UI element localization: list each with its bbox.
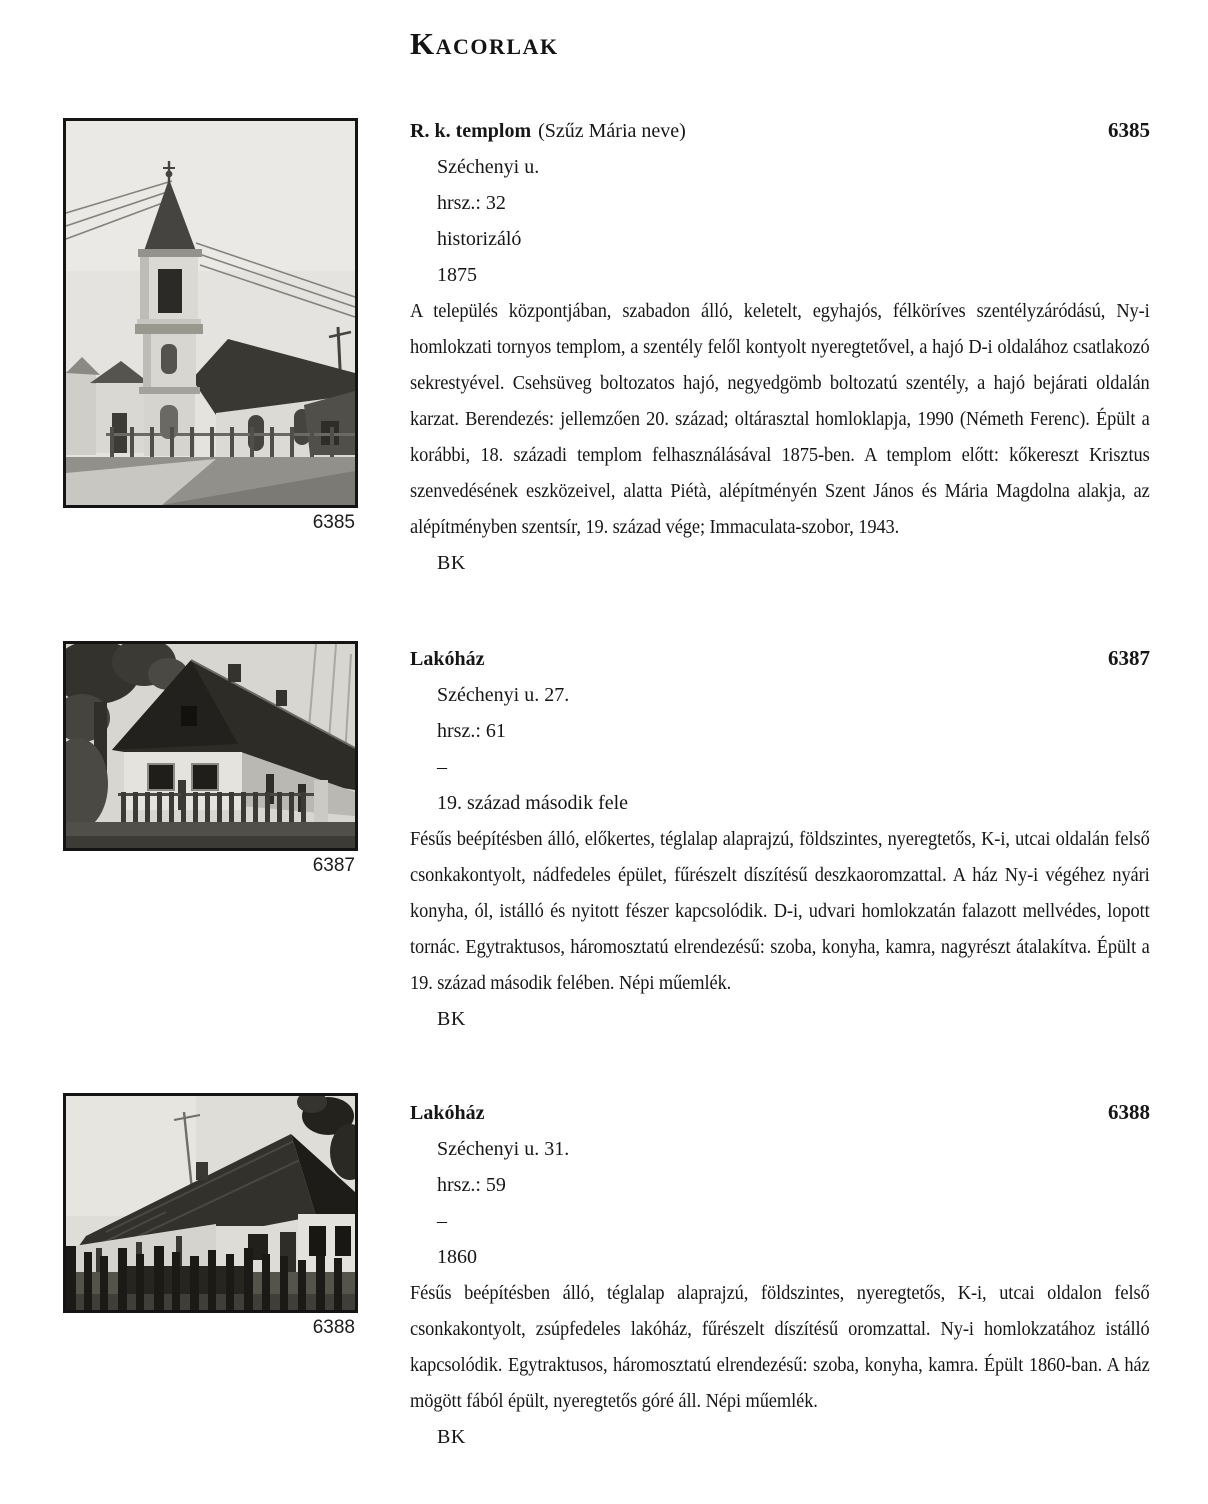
entry-number: 6385	[1108, 118, 1150, 142]
entry-description: Fésűs beépítésben álló, téglalap alaprajzú, földszintes, nyeregtetős, K-i, utcai oldalon felső csonkakontyolt, zsúpfedeles lakóház, fűrészelt díszítésű oromzattal. Ny-i homlokzatához istálló kapcsolódik. Egytraktusos, háromosztatú elrendezésű: szoba, konyha, kamra. Épült 1860-ban. A ház mögött fából épült, nyeregtetős góré áll. Népi műemlék.	[410, 1282, 1150, 1412]
entry-name-note: (Szűz Mária neve)	[538, 120, 686, 142]
photo-figure-6388	[63, 1093, 358, 1339]
entry-name: R. k. templom	[410, 120, 532, 142]
entry-title	[410, 113, 686, 149]
ground	[66, 822, 355, 848]
entry-author-initials: BK	[437, 1008, 466, 1030]
entry-author-initials: BK	[437, 1426, 466, 1448]
page-title: Kacorlak	[410, 26, 559, 61]
entry-heading-row	[410, 640, 1150, 677]
photo-caption: 6388	[312, 1317, 355, 1338]
entry-description: Fésűs beépítésben álló, előkertes, téglalap alaprajzú, földszintes, nyeregtetős, K-i, utcai oldalán felső csonkakontyolt, nádfedeles épület, fűrészelt díszítésű deszkaoromzattal. A ház Ny-i végéhez nyári konyha, ól, istálló és nyitott fészer kapcsolódik. D-i, udvari homlokzatán falazott mellvédes, lopott tornác. Egytraktusos, háromosztatú elrendezésű: szoba, konyha, kamra, nagyrészt átalakítva. Épült a 19. század második felében. Népi műemlék.	[410, 828, 1150, 994]
entry-6387	[410, 640, 1150, 1037]
entry-parcel-number: hrsz.: 59	[437, 1174, 506, 1196]
entry-6388	[410, 1094, 1150, 1455]
entry-date: 1860	[437, 1246, 477, 1268]
house-photo-6388	[63, 1093, 358, 1313]
church-photo-image	[66, 121, 355, 505]
photo-caption: 6385	[312, 512, 355, 533]
entry-number: 6387	[1108, 646, 1150, 670]
entry-style: historizáló	[437, 228, 522, 250]
entry-date: 19. század második fele	[437, 792, 629, 814]
entry-title	[410, 1095, 491, 1131]
entry-parcel-number: hrsz.: 61	[437, 720, 506, 742]
entry-name: Lakóház	[410, 1102, 485, 1124]
entry-style: –	[437, 756, 447, 778]
entry-author-initials: BK	[437, 552, 466, 574]
entry-style: –	[437, 1210, 447, 1232]
entry-number: 6388	[1108, 1100, 1150, 1124]
entry-heading-row	[410, 112, 1150, 149]
ground	[66, 457, 355, 505]
entry-address: Széchenyi u. 31.	[437, 1138, 570, 1160]
entry-address: Széchenyi u.	[437, 156, 540, 178]
house-photo-image	[66, 1096, 355, 1310]
entry-6385	[410, 112, 1150, 581]
entry-address: Széchenyi u. 27.	[437, 684, 570, 706]
left-building	[66, 357, 100, 455]
house-photo-6387	[63, 641, 358, 851]
entry-title	[410, 641, 491, 677]
church-photo	[63, 118, 358, 508]
entry-name: Lakóház	[410, 648, 485, 670]
entry-parcel-number: hrsz.: 32	[437, 192, 506, 214]
house-photo-image	[66, 644, 355, 848]
photo-figure-6385	[63, 118, 358, 534]
entry-date: 1875	[437, 264, 477, 286]
entry-heading-row	[410, 1094, 1150, 1131]
photo-caption: 6387	[312, 855, 355, 876]
entry-description: A település központjában, szabadon álló, keletelt, egyhajós, félköríves szentélyzáródású, Ny-i homlokzati tornyos templom, a szentély felől kontyolt nyeregtetővel, a hajó D-i oldalához csatlakozó sekrestyével. Csehsüveg boltozatos hajó, negyedgömb boltozatú szentély, a hajó bejárati oldalán karzat. Berendezés: jellemzően 20. század; oltárasztal homloklapja, 1990 (Németh Ferenc). Épült a korábbi, 18. századi templom felhasználásával 1875-ben. A templom előtt: kőkereszt Krisztus szenvedésének eszközeivel, alatta Piétà, alépítményén Szent János és Mária Magdolna alakja, az alépítményben szentsír, 19. század vége; Immaculata-szobor, 1943.	[410, 300, 1150, 538]
photo-figure-6387	[63, 641, 358, 877]
